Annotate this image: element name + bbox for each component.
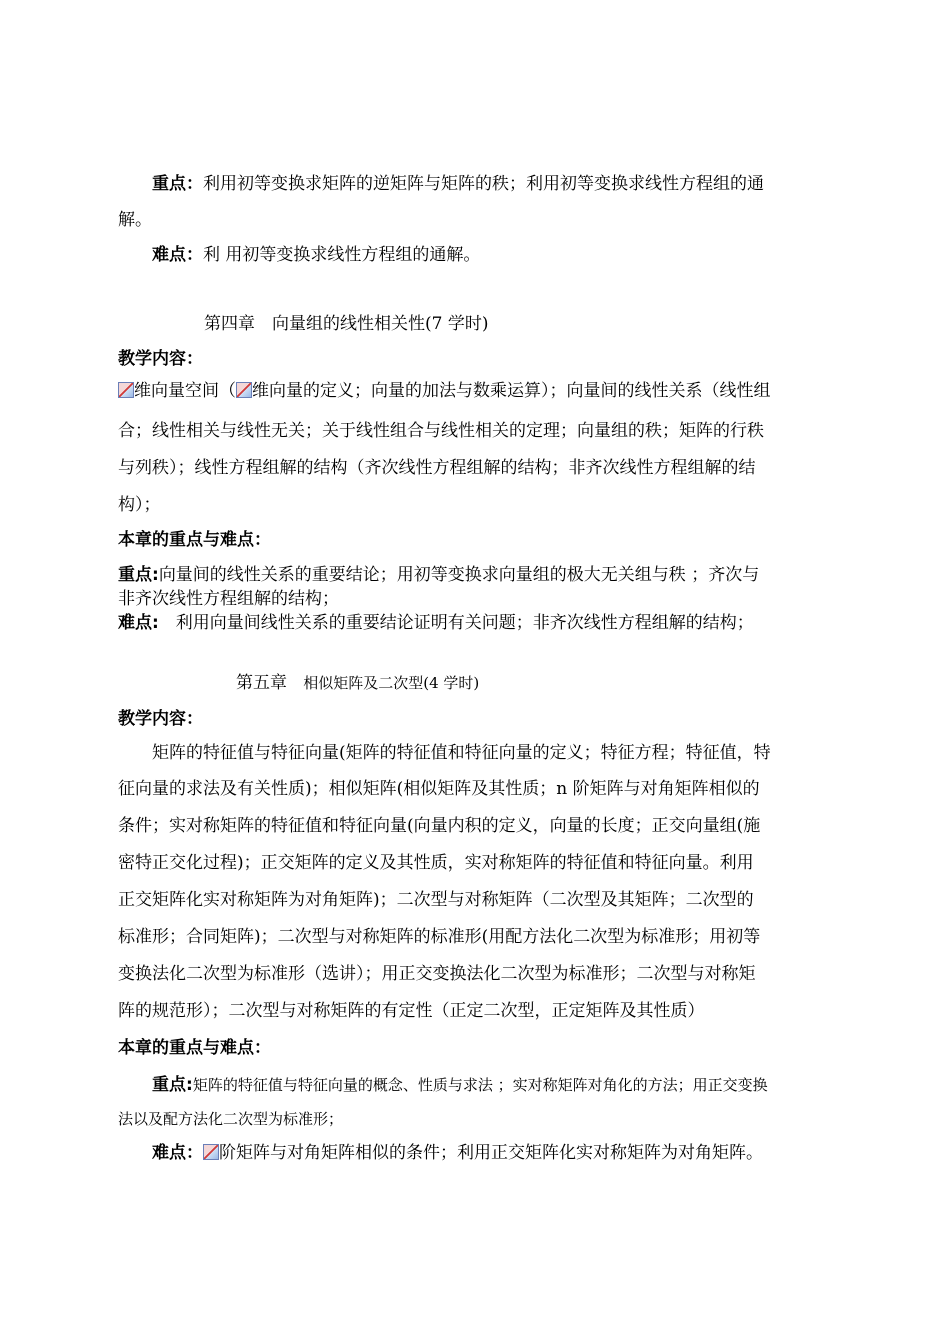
- ch3-focus-line: [152, 176, 764, 193]
- ch4-content-line-3: 与列秩）；线性方程组解的结构（齐次线性方程组解的结构；非齐次线性方程组解的结: [118, 458, 756, 478]
- ch3-difficulty-line: [152, 247, 480, 264]
- ch4-focus-label: 重点:: [118, 565, 159, 585]
- ch5-content-line-3: 条件；实对称矩阵的特征值和特征向量(向量内积的定义，向量的长度；正交向量组(施: [118, 816, 761, 836]
- ch5-title-number: 第五章: [236, 673, 287, 693]
- ch5-difficulty-label: 难点：: [152, 1143, 203, 1163]
- ch5-content-line-1: 矩阵的特征值与特征向量(矩阵的特征值和特征向量的定义；特征方程；特征值，特: [152, 743, 771, 763]
- ch5-focus-line: [152, 1077, 768, 1094]
- ch5-content-line-4: 密特正交化过程)；正交矩阵的定义及其性质，实对称矩阵的特征值和特征向量。利用: [118, 853, 754, 873]
- ch5-content-line-5: 正交矩阵化实对称矩阵为对角矩阵)；二次型与对称矩阵（二次型及其矩阵；二次型的: [118, 890, 754, 910]
- ch4-content-line-4: 构）；: [118, 495, 161, 515]
- ch5-focus-label: 重点:: [152, 1075, 193, 1095]
- ch4-content-1a: 维向量空间（: [134, 381, 236, 401]
- ch4-title: 第四章 向量组的线性相关性(7 学时): [204, 314, 489, 334]
- ch5-focus-text-cont: 法以及配方法化二次型为标准形；: [118, 1110, 344, 1128]
- ch5-content-line-7: 变换法化二次型为标准形（选讲）；用正交变换法化二次型为标准形；二次型与对称矩: [118, 964, 756, 984]
- ch3-difficulty-text: 利 用初等变换求线性方程组的通解。: [203, 245, 481, 265]
- broken-image-icon: [118, 382, 134, 398]
- ch3-difficulty-label: 难点：: [152, 245, 203, 265]
- ch3-focus-text-cont: 解。: [118, 210, 152, 230]
- ch4-difficulty-text: 利用向量间线性关系的重要结论证明有关问题；非齐次线性方程组解的结构；: [158, 613, 754, 633]
- ch4-difficulty-label: 难点:: [118, 613, 159, 633]
- ch4-focus-line: [118, 567, 759, 584]
- ch5-content-line-2: 征向量的求法及有关性质)；相似矩阵(相似矩阵及其性质；n 阶矩阵与对角矩阵相似的: [118, 779, 760, 799]
- ch3-focus-label: 重点：: [152, 174, 203, 194]
- ch4-focus-text-cont: 非齐次线性方程组解的结构；: [118, 589, 339, 609]
- ch4-key-difficulty-heading: 本章的重点与难点：: [118, 530, 271, 550]
- ch5-key-difficulty-heading: 本章的重点与难点：: [118, 1038, 271, 1058]
- broken-image-icon: [203, 1144, 219, 1160]
- ch5-title-text: 相似矩阵及二次型(4 学时): [303, 674, 480, 692]
- broken-image-icon: [236, 382, 252, 398]
- ch4-difficulty-line: [118, 615, 754, 632]
- ch5-content-line-8: 阵的规范形）；二次型与对称矩阵的有定性（正定二次型，正定矩阵及其性质）: [118, 1001, 705, 1021]
- ch4-content-1b: 维向量的定义；向量的加法与数乘运算）；向量间的线性关系（线性组: [252, 381, 771, 401]
- ch5-difficulty-text: 阶矩阵与对角矩阵相似的条件；利用正交矩阵化实对称矩阵为对角矩阵。: [219, 1143, 763, 1163]
- ch5-title: [236, 675, 479, 692]
- ch4-focus-text: 向量间的线性关系的重要结论；用初等变换求向量组的极大无关组与秩 ；齐次与: [158, 565, 760, 585]
- ch4-content-line-1: [118, 382, 771, 400]
- ch5-content-label: 教学内容：: [118, 709, 203, 729]
- ch4-content-line-2: 合；线性相关与线性无关；关于线性组合与线性相关的定理；向量组的秩；矩阵的行秩: [118, 421, 764, 441]
- ch5-difficulty-line: [152, 1144, 763, 1162]
- ch4-content-label: 教学内容：: [118, 349, 203, 369]
- ch5-content-line-6: 标准形；合同矩阵)；二次型与对称矩阵的标准形(用配方法化二次型为标准形；用初等: [118, 927, 761, 947]
- ch5-focus-text: 矩阵的特征值与特征向量的概念、性质与求法 ；实对称矩阵对角化的方法；用正交变换: [192, 1076, 768, 1094]
- ch3-focus-text: 利用初等变换求矩阵的逆矩阵与矩阵的秩；利用初等变换求线性方程组的通: [203, 174, 764, 194]
